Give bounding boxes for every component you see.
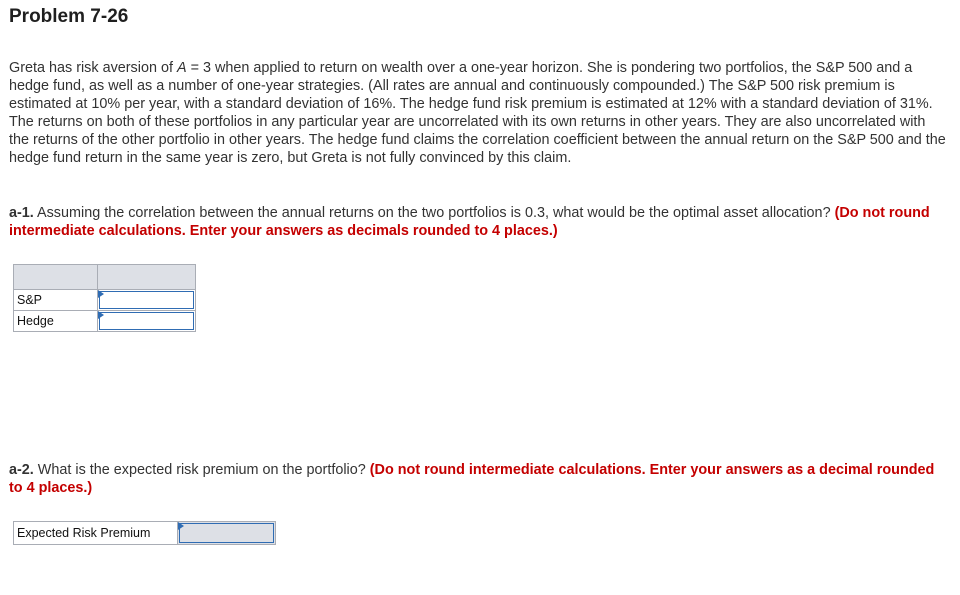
question-a1-label: a-1. (9, 205, 34, 221)
table-row (14, 311, 196, 332)
row-label-expected-risk-premium: Expected Risk Premium (14, 522, 178, 545)
header-cell-value (98, 265, 196, 290)
sp-weight-input[interactable] (99, 291, 194, 309)
problem-intro (9, 59, 949, 167)
header-cell-label (14, 265, 98, 290)
question-a2-text: What is the expected risk premium on the portfolio? (33, 462, 370, 478)
sp-weight-cell[interactable] (98, 290, 196, 311)
question-a2-instruction: (Do not round intermediate calculations. Enter your answers as a decimal rounded to 4 places.) (9, 462, 935, 496)
risk-aversion-symbol: A (176, 60, 187, 76)
hedge-weight-cell[interactable] (98, 311, 196, 332)
risk-premium-cell[interactable] (178, 522, 276, 545)
row-label-sp: S&P (14, 290, 98, 311)
intro-text-start: Greta has risk aversion of (9, 60, 177, 76)
table-row (14, 290, 196, 311)
risk-premium-table (13, 521, 276, 545)
question-a2 (9, 461, 949, 497)
question-a1-text: Assuming the correlation between the annual returns on the two portfolios is 0.3, what would be the optimal asset allocation? (33, 205, 835, 221)
allocation-table-header (14, 265, 196, 290)
cell-flag-icon (98, 290, 104, 298)
problem-title: Problem 7-26 (9, 6, 129, 27)
question-a1 (9, 204, 949, 240)
allocation-table (13, 264, 196, 332)
question-a2-label: a-2. (9, 462, 34, 478)
risk-premium-input[interactable] (179, 523, 274, 543)
intro-text-rest: = 3 when applied to return on wealth over a one-year horizon. She is pondering two portfolios, the S&P 500 and a hedge fund, as well as a number of one-year strategies. (All rates are annual and continuously compounded.) The S&P 500 risk premium is estimated at 10% per year, with a standard deviation of 16%. The hedge fund risk premium is estimated at 12% with a standard deviation of 31%. The returns on both of these portfolios in any particular year are uncorrelated with its own returns in other years. They are also uncorrelated with the returns of the other portfolio in other years. The hedge fund claims the correlation coefficient between the annual return on the S&P 500 and the hedge fund return in the same year is zero, but Greta is not fully convinced by this claim. (9, 60, 946, 166)
table-row (14, 522, 276, 545)
hedge-weight-input[interactable] (99, 312, 194, 330)
row-label-hedge: Hedge (14, 311, 98, 332)
cell-flag-icon (178, 522, 184, 530)
question-a1-instruction: (Do not round intermediate calculations. Enter your answers as decimals rounded to 4 places.) (9, 205, 930, 239)
cell-flag-icon (98, 311, 104, 319)
